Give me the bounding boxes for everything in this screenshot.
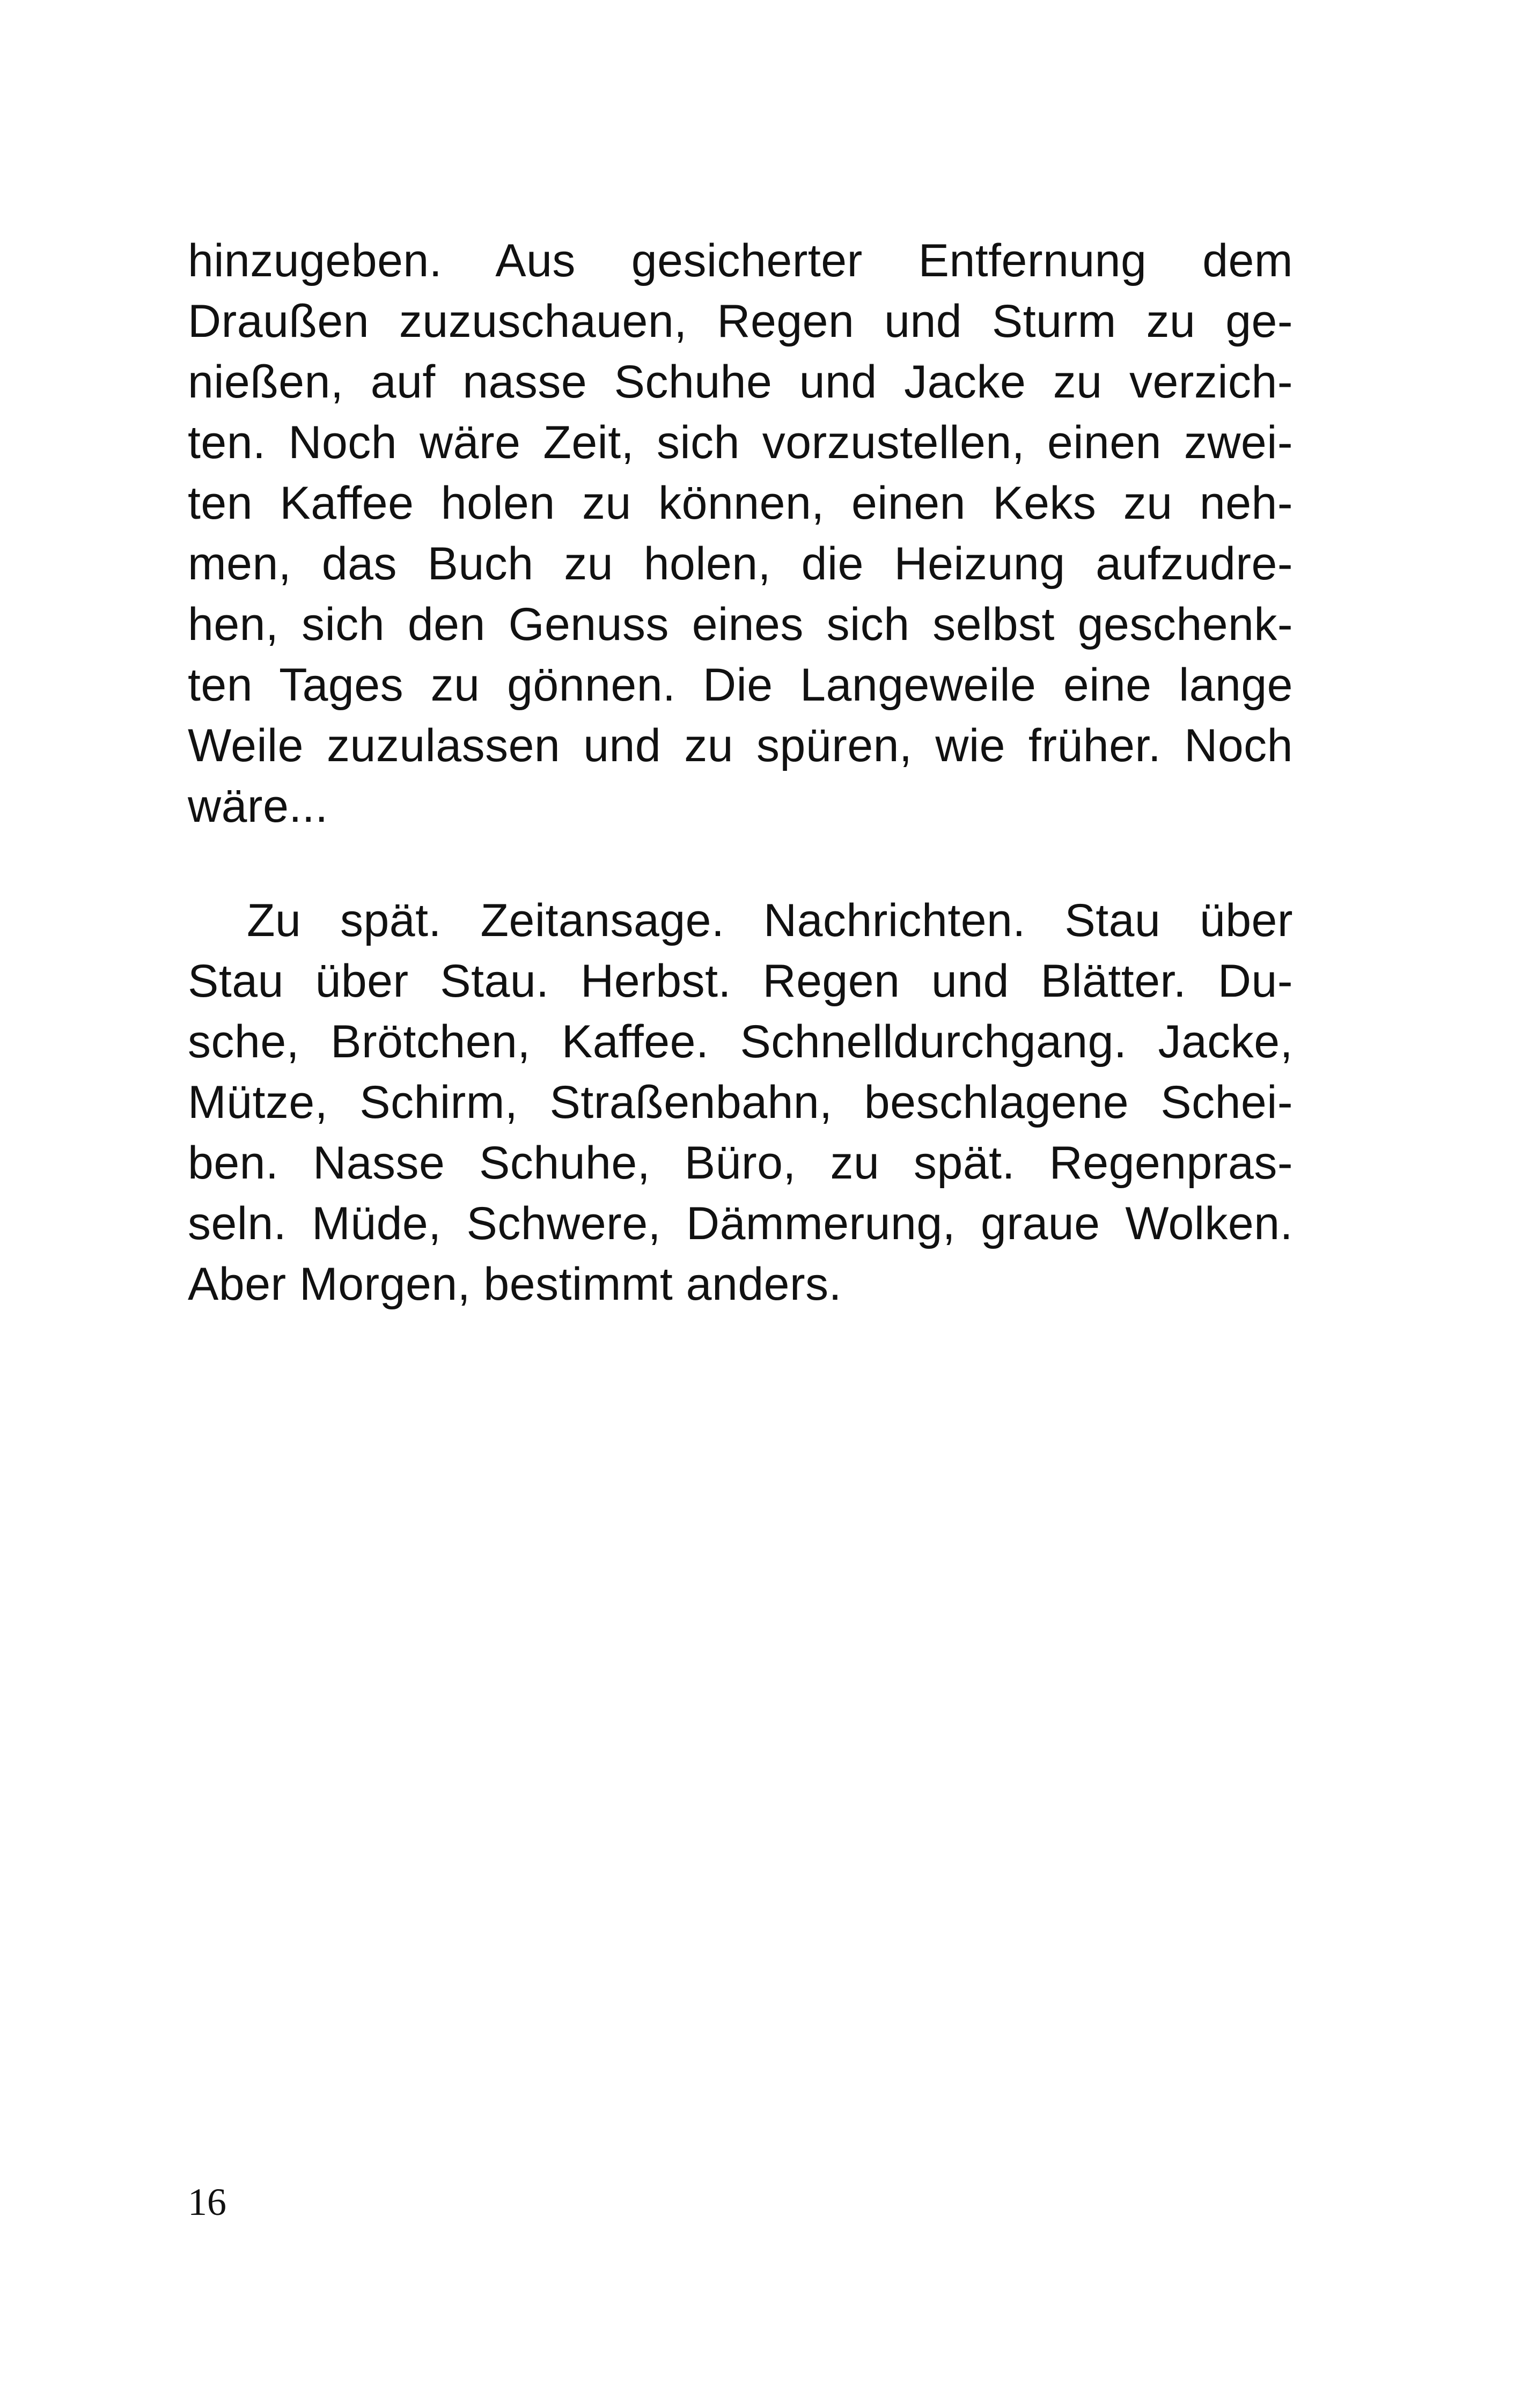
text-line: hen, sich den Genuss eines sich selbst geschenk- bbox=[188, 599, 1293, 650]
page-number: 16 bbox=[188, 2181, 226, 2223]
text-line: Mütze, Schirm, Straßenbahn, beschlagene Schei- bbox=[188, 1077, 1293, 1128]
text-line: ten. Noch wäre Zeit, sich vorzustellen, einen zwei- bbox=[188, 417, 1293, 468]
text-line: Weile zuzulassen und zu spüren, wie früher. Noch bbox=[188, 720, 1293, 771]
text-line: Aber Morgen, bestimmt anders. bbox=[188, 1258, 842, 1310]
text-line: wäre... bbox=[188, 780, 328, 832]
text-line: nießen, auf nasse Schuhe und Jacke zu verzich- bbox=[188, 356, 1293, 408]
text-line: sche, Brötchen, Kaffee. Schnelldurchgang. Jacke, bbox=[188, 1016, 1293, 1067]
text-line: Stau über Stau. Herbst. Regen und Blätter. Du- bbox=[188, 955, 1293, 1007]
body-text bbox=[188, 231, 1293, 1315]
text-line: ben. Nasse Schuhe, Büro, zu spät. Regenpras- bbox=[188, 1137, 1293, 1189]
text-line: Draußen zuzuschauen, Regen und Sturm zu ge- bbox=[188, 296, 1293, 347]
paragraph-1 bbox=[188, 231, 1293, 837]
text-line: ten Kaffee holen zu können, einen Keks zu neh- bbox=[188, 477, 1293, 529]
text-line: Zu spät. Zeitansage. Nachrichten. Stau über bbox=[247, 895, 1293, 946]
paragraph-2 bbox=[188, 890, 1293, 1315]
text-line: seln. Müde, Schwere, Dämmerung, graue Wolken. bbox=[188, 1198, 1293, 1249]
text-line: men, das Buch zu holen, die Heizung aufzudre- bbox=[188, 538, 1293, 590]
text-line: hinzugeben. Aus gesicherter Entfernung dem bbox=[188, 235, 1293, 286]
text-line: ten Tages zu gönnen. Die Langeweile eine lange bbox=[188, 659, 1293, 711]
